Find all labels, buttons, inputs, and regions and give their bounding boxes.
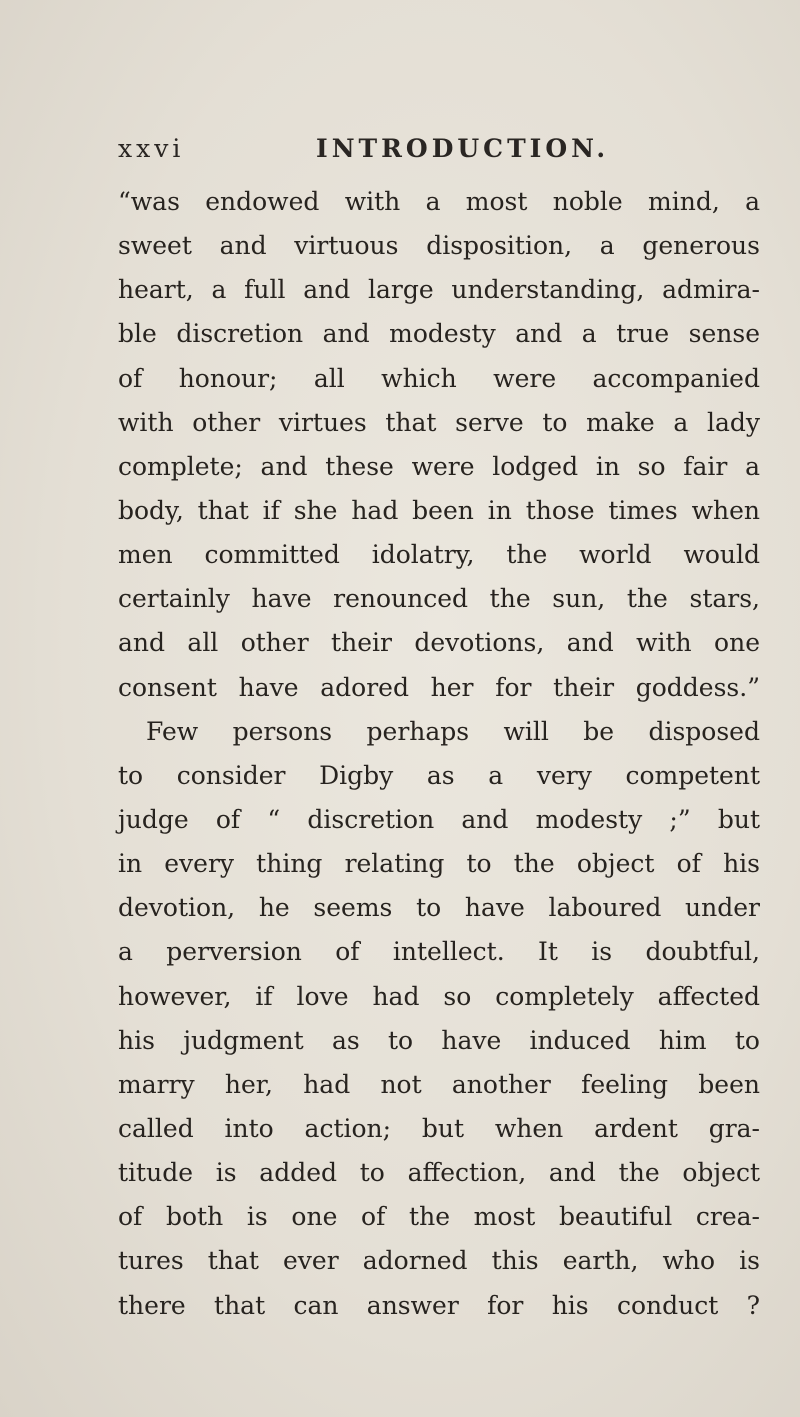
text-line: of honour; all which were accompanied xyxy=(118,363,760,393)
text-line: there that can answer for his conduct ? xyxy=(118,1290,760,1320)
text-line: complete; and these were lodged in so fair a xyxy=(118,451,760,481)
running-head: INTRODUCTION. xyxy=(316,134,610,163)
text-line: judge of “ discretion and modesty ;” but xyxy=(118,804,760,834)
text-line: his judgment as to have induced him to xyxy=(118,1025,760,1055)
text-line: to consider Digby as a very competent xyxy=(118,760,760,790)
text-line: consent have adored her for their goddess.” xyxy=(118,672,760,702)
text-line: heart, a full and large understanding, admira- xyxy=(118,275,760,305)
text-line: certainly have renounced the sun, the stars, xyxy=(118,584,760,614)
text-line: body, that if she had been in those times when xyxy=(118,495,760,525)
text-line: in every thing relating to the object of his xyxy=(118,849,760,879)
page-header xyxy=(118,128,758,178)
body-text xyxy=(118,180,760,1328)
text-line: marry her, had not another feeling been xyxy=(118,1069,760,1099)
text-line: devotion, he seems to have laboured under xyxy=(118,893,760,923)
text-line: tures that ever adorned this earth, who is xyxy=(118,1246,760,1276)
text-line: “was endowed with a most noble mind, a xyxy=(118,187,760,216)
text-line: however, if love had so completely affected xyxy=(118,981,760,1011)
text-line: a perversion of intellect. It is doubtful, xyxy=(118,937,760,967)
text-line: men committed idolatry, the world would xyxy=(118,540,760,570)
page-number: xxvi xyxy=(118,134,185,163)
text-line: with other virtues that serve to make a lady xyxy=(118,407,760,437)
text-line: titude is added to affection, and the object xyxy=(118,1158,760,1188)
text-line: ble discretion and modesty and a true sense xyxy=(118,319,760,349)
text-line: Few persons perhaps will be disposed xyxy=(146,716,760,746)
text-line: called into action; but when ardent gra- xyxy=(118,1113,760,1143)
text-line: sweet and virtuous disposition, a generous xyxy=(118,231,760,261)
text-line: and all other their devotions, and with one xyxy=(118,628,760,658)
text-line: of both is one of the most beautiful crea- xyxy=(118,1202,760,1232)
